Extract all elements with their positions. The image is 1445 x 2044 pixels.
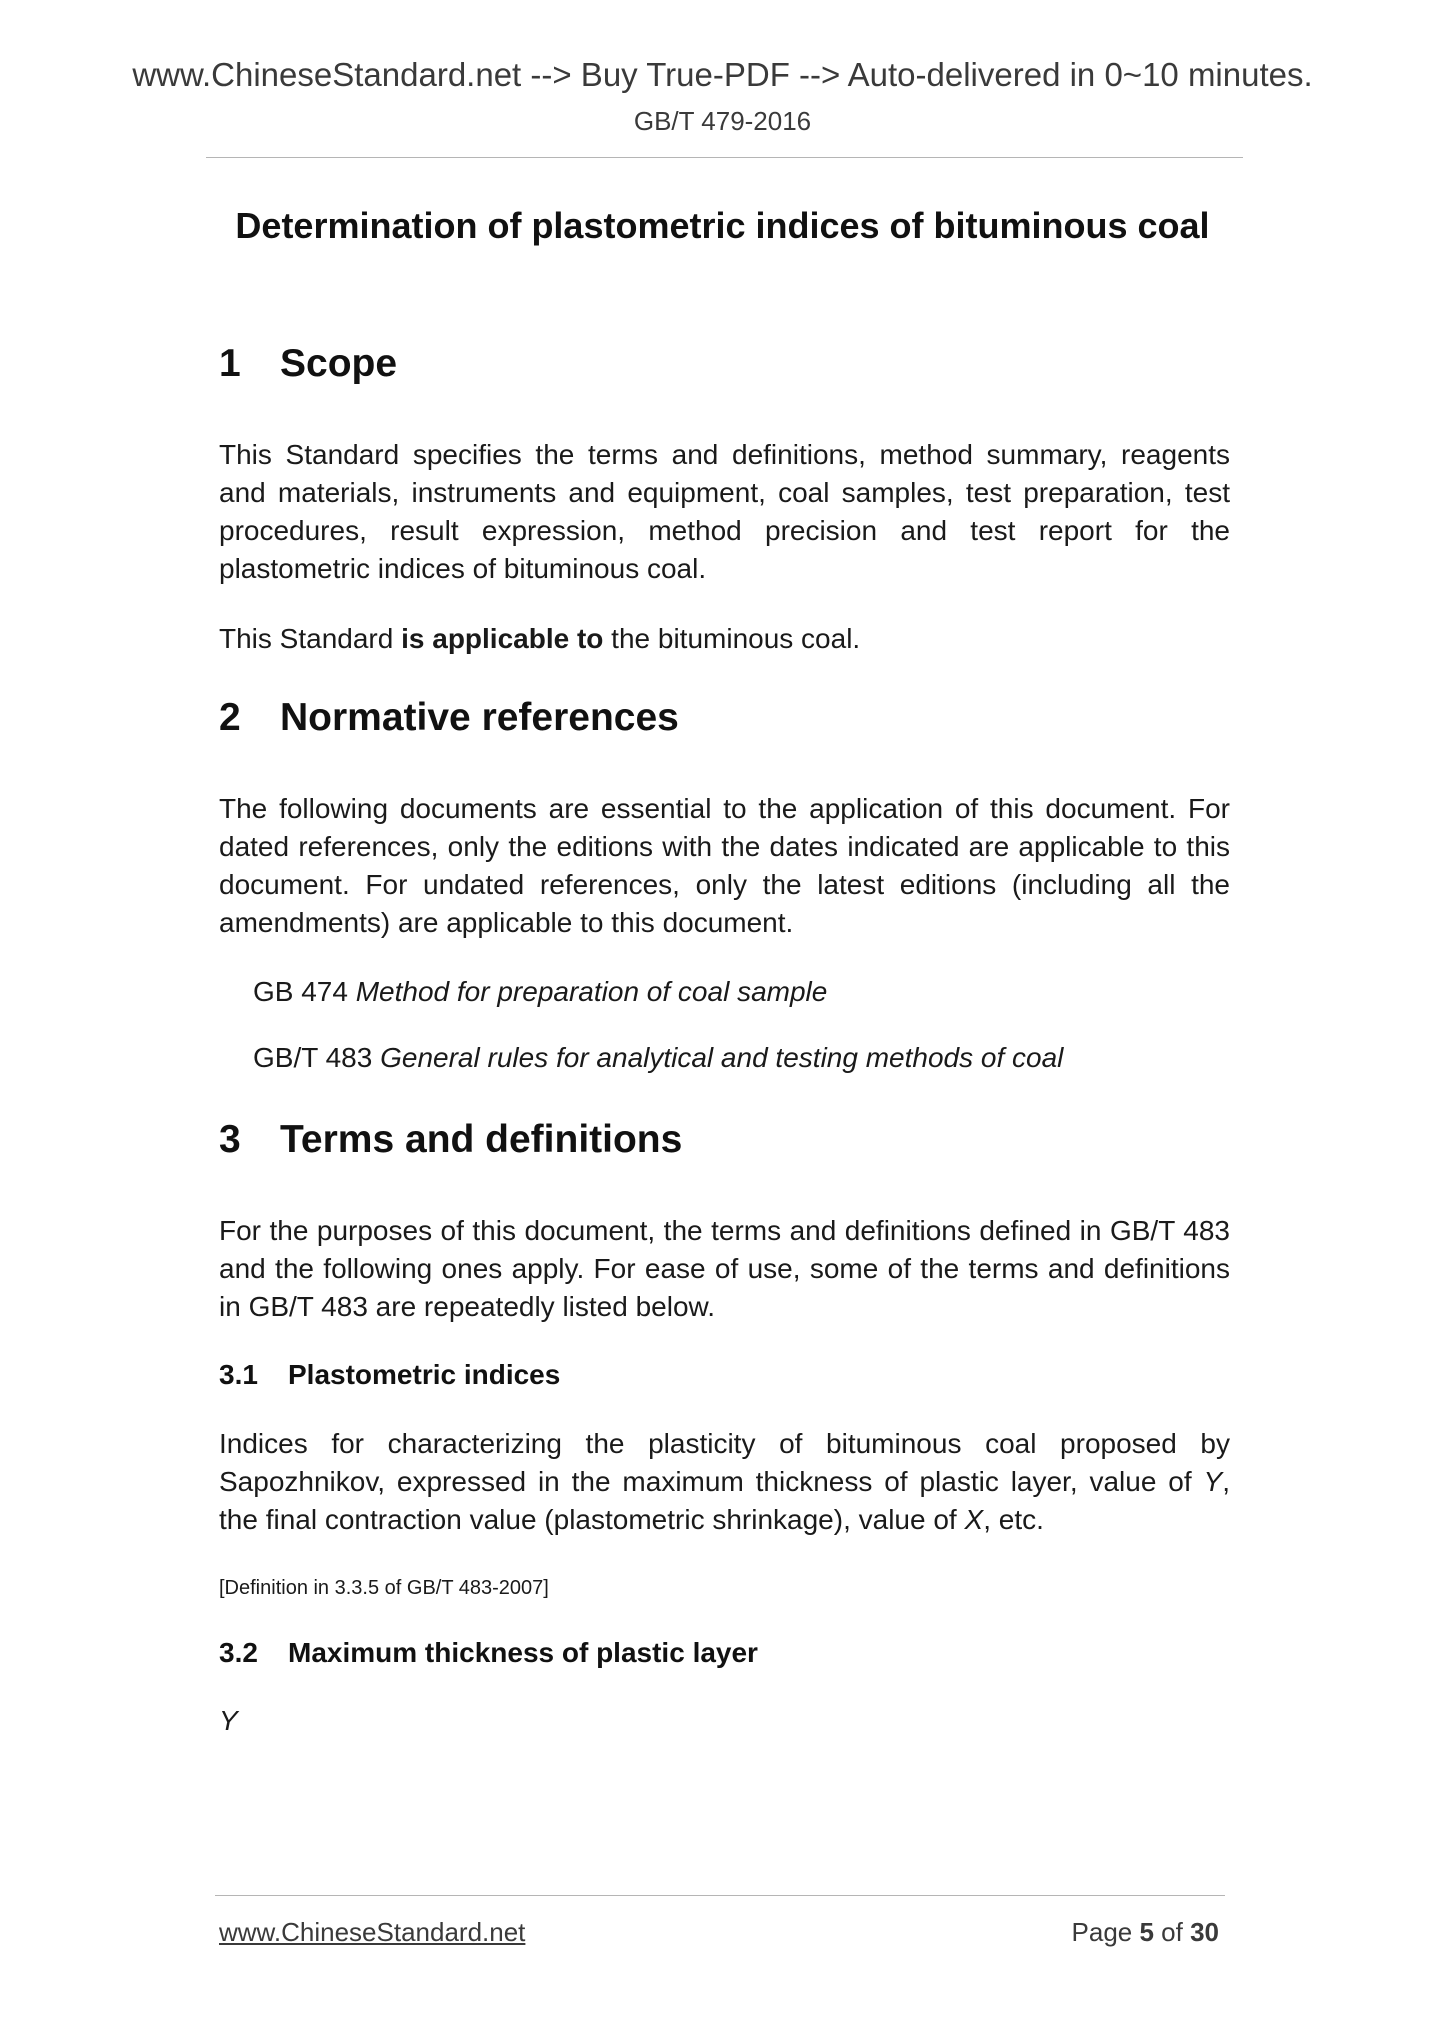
term-number: 3.2 [219, 1637, 258, 1668]
term-3-1-heading [219, 1359, 1230, 1391]
page-total: 30 [1190, 1917, 1219, 1947]
term-3-1-definition [219, 1425, 1230, 1539]
term-number: 3.1 [219, 1359, 258, 1390]
terms-paragraph: For the purposes of this document, the terms and definitions defined in GB/T 483 and the following ones apply. For ease of use, some of the terms and definitions in GB/T 483 are repeatedly listed below. [219, 1215, 1230, 1322]
reference-title: Method for preparation of coal sample [355, 976, 828, 1007]
section-2-heading [219, 696, 1230, 740]
header-banner: www.ChineseStandard.net --> Buy True-PDF --> Auto-delivered in 0~10 minutes. [132, 56, 1313, 93]
footer-divider [215, 1895, 1225, 1896]
bold-text: is applicable to [401, 623, 604, 654]
text-run: This Standard [219, 623, 402, 654]
scope-applicability [219, 620, 1230, 658]
section-title: Terms and definitions [280, 1118, 683, 1161]
reference-title: General rules for analytical and testing methods of coal [380, 1042, 1064, 1073]
section-number: 1 [219, 342, 241, 385]
reference-item [253, 1042, 1264, 1074]
page-indicator [1072, 1917, 1219, 1948]
definition-source-note: [Definition in 3.3.5 of GB/T 483-2007] [219, 1577, 549, 1599]
term-3-2-heading [219, 1637, 1230, 1669]
variable-x: X [964, 1504, 984, 1535]
text-run: , etc. [983, 1504, 1044, 1535]
reference-code: GB/T 483 [253, 1042, 373, 1073]
standard-code: GB/T 479-2016 [633, 106, 812, 136]
text-run: Indices for characterizing the plasticity of bituminous coal proposed by Sapozhnikov, expressed in the maximum thickness of plastic layer, value of [219, 1428, 1230, 1497]
reference-item [253, 976, 1264, 1008]
document-title: Determination of plastometric indices of bituminous coal [235, 205, 1210, 246]
page-of: of [1153, 1917, 1191, 1947]
section-number: 3 [219, 1118, 241, 1161]
section-number: 2 [219, 696, 241, 739]
term-title: Maximum thickness of plastic layer [288, 1637, 758, 1668]
reference-code: GB 474 [253, 976, 348, 1007]
term-symbol: Y [219, 1705, 238, 1736]
section-1-heading [219, 342, 1230, 386]
section-title: Scope [280, 342, 398, 385]
section-title: Normative references [280, 696, 679, 739]
normative-paragraph: The following documents are essential to the application of this document. For dated references, only the editions with the dates indicated are applicable to this document. For undated references, only the latest editions (including all the amendments) are applicable to this document. [219, 793, 1230, 938]
variable-y: Y [1203, 1466, 1223, 1497]
footer-link[interactable]: www.ChineseStandard.net [219, 1917, 526, 1947]
scope-paragraph: This Standard specifies the terms and definitions, method summary, reagents and materials, instruments and equipment, coal samples, test preparation, test procedures, result expression, method precision and test report for the plastometric indices of bituminous coal. [219, 439, 1230, 584]
section-3-heading [219, 1118, 1230, 1162]
header-divider [206, 157, 1243, 158]
page-number: 5 [1139, 1917, 1154, 1947]
page-label: Page [1071, 1917, 1140, 1947]
text-run: the bituminous coal. [603, 623, 861, 654]
term-title: Plastometric indices [288, 1359, 561, 1390]
text-run: , the final contraction value (plastometric shrinkage), value of [219, 1466, 1230, 1535]
